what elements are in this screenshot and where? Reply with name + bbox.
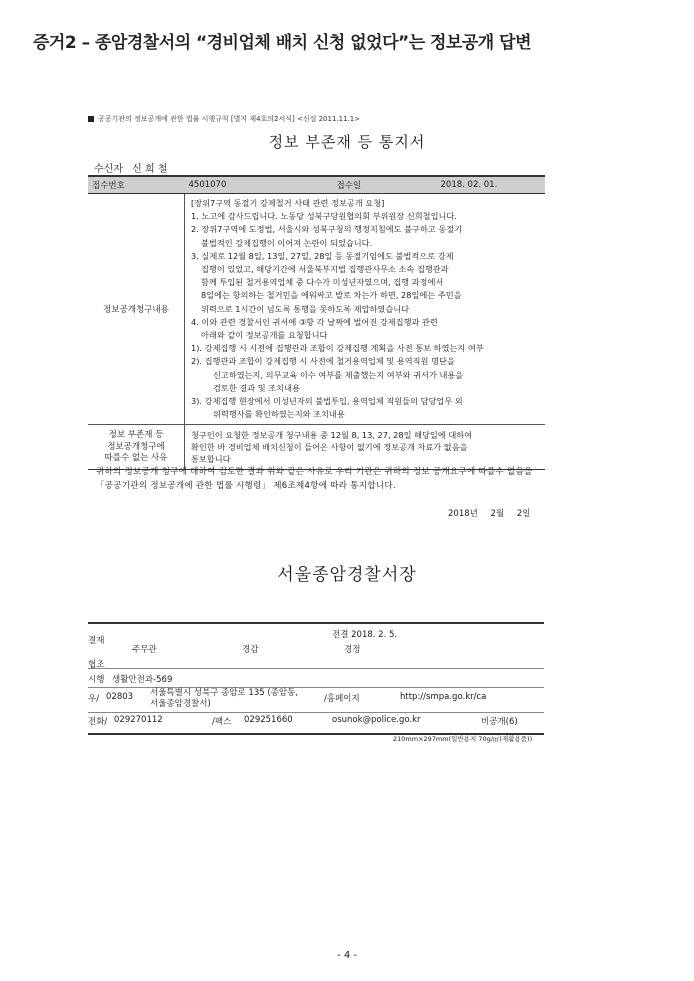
paper-size-note: 210mm×297mm(일반용지 70g/㎡(재활용품)) bbox=[393, 735, 533, 743]
staff-label: 주무관 bbox=[132, 645, 157, 655]
request-line: 함께 투입된 철거용역업체 중 다수가 미성년자였으며, 집행 과정에서 bbox=[201, 277, 444, 288]
final-approval: 전결 2018. 2. 5. bbox=[332, 630, 398, 640]
request-line: 신고하였는지, 의무교육 이수 여부를 제출했는지 여부와 귀서가 내용을 bbox=[213, 369, 464, 380]
request-line: 집행이 있었고, 해당기간에 서울북부지법 집행관사무소 소속 집행관과 bbox=[201, 264, 449, 275]
request-line: 검토한 결과 및 조치내용 bbox=[213, 382, 300, 393]
receipt-number: 4501070 bbox=[185, 176, 333, 194]
enforcement-value: 생활안전과-569 bbox=[112, 675, 173, 685]
request-line: 위력으로 1시간이 넘도록 통행을 못하도록 제압하였습니다 bbox=[201, 303, 410, 314]
request-line: 1). 강제집행 시 시전에 집행관과 조합이 강제집행 계획을 사전 통보 하였는지 여부 bbox=[191, 343, 484, 354]
notice-table bbox=[88, 175, 545, 470]
request-row bbox=[88, 194, 545, 425]
request-line: 2. 장위7구역에 도정법, 서울시와 성북구청의 행정지침에도 불구하고 동절기 bbox=[191, 224, 463, 235]
fax-number: 029251660 bbox=[244, 715, 293, 725]
document-title: 정보 부존재 등 통지서 bbox=[268, 133, 426, 151]
reason-line: 청구인이 요청한 정보공개 청구내용 중 12월 8, 13, 27, 28일 해당일에 대하여 bbox=[191, 430, 473, 441]
reason-label bbox=[88, 425, 185, 470]
request-line: 8일에는 항의하는 철거민을 에워싸고 발로 차는가 하면, 28일에는 주민을 bbox=[201, 290, 462, 301]
superintendent-label: 경감 bbox=[242, 645, 259, 655]
receipt-number-label: 접수번호 bbox=[88, 176, 185, 194]
recipient-label: 수신자 bbox=[94, 164, 123, 175]
zip-code: 02803 bbox=[106, 692, 134, 702]
request-line: [장위7구역 동절기 강제철거 사태 관련 정보공개 요청] bbox=[191, 198, 385, 208]
email-address: osunok@police.go.kr bbox=[332, 715, 421, 725]
phone-label: 전화/ bbox=[88, 717, 108, 727]
fax-label: /팩스 bbox=[212, 717, 232, 727]
request-line: 4. 이와 관련 경찰서인 귀서에 ③항 각 날짜에 벌어진 강제집행과 관련 bbox=[191, 316, 438, 327]
reason-content bbox=[185, 425, 546, 470]
receipt-row bbox=[88, 176, 545, 194]
receipt-date: 2018. 02. 01. bbox=[437, 176, 546, 194]
reason-label-line: 정보공개청구에 bbox=[107, 441, 165, 452]
recipient-line bbox=[94, 160, 168, 175]
address: 서울특별시 성북구 종암로 135 (종암동, 서울종암경찰서) bbox=[150, 688, 299, 709]
issuing-authority: 서울종암경찰서장 bbox=[277, 565, 417, 585]
receipt-date-label: 접수일 bbox=[333, 176, 437, 194]
request-line: 불법적인 강제집행이 이어져 논란이 되었습니다. bbox=[201, 237, 373, 248]
square-bullet-icon bbox=[88, 116, 94, 122]
homepage-label: /홈페이지 bbox=[324, 694, 360, 704]
cooperation-label: 협조 bbox=[88, 660, 105, 670]
request-line: 3). 강제집행 현장에서 미성년자의 불법투입, 용역업체 직원들의 담당업무 외 bbox=[191, 396, 463, 407]
homepage-url: http://smpa.go.kr/ca bbox=[400, 692, 487, 702]
request-label: 정보공개청구내용 bbox=[88, 194, 185, 425]
chief-label: 경정 bbox=[344, 645, 361, 655]
request-content bbox=[185, 194, 546, 425]
reason-line: 확인한 바 경비업체 배치신청이 들어온 사항이 없기에 정보공개 자료가 없음을 bbox=[191, 442, 468, 453]
enforcement-label: 시행 bbox=[88, 675, 105, 685]
reason-label-line: 따를수 없는 사유 bbox=[104, 453, 168, 464]
request-line: 2). 집행관과 조합이 강제집행 시 사전에 철거용역업체 및 용역직원 명단을 bbox=[191, 356, 455, 367]
page-number: - 4 - bbox=[337, 950, 357, 961]
recipient-name: 신 희 철 bbox=[132, 164, 168, 175]
request-line: 3. 실제로 12월 8일, 13일, 27일, 28일 등 동절기임에도 불법적으로 강제 bbox=[191, 250, 454, 261]
form-reference-text: 공공기관의 정보공개에 관한 법률 시행규칙 [별지 제4호의2서식] <신설 2011.11.1> bbox=[98, 115, 361, 123]
request-line: 위력행사를 확인하였는지와 조치내용 bbox=[213, 409, 345, 420]
disclosure-status: 비공개(6) bbox=[481, 717, 518, 727]
notice-body: 귀하의 정보공개 청구에 대하여 검토한 결과 위와 같은 사유로 우리 기관은 귀하의 정보 공개요구에 따를수 없음을 「공공기관의 정보공개에 관한 법률 시행령」 제6조제4항에 따라 통지합니다. bbox=[96, 467, 533, 491]
divider bbox=[88, 712, 544, 713]
request-line: 1. 노고에 감사드립니다. 노동당 성북구당원협의회 부위원장 신희철입니다. bbox=[191, 211, 457, 222]
approval-block bbox=[88, 622, 544, 735]
form-reference bbox=[88, 114, 360, 124]
reason-line: 통보합니다 bbox=[191, 454, 231, 465]
phone-number: 029270112 bbox=[114, 715, 163, 725]
request-line: 아래와 같이 정보공개를 요청합니다 bbox=[201, 330, 328, 341]
notice-date: 2018년 2월 2일 bbox=[448, 509, 531, 519]
reason-label-line: 정보 부존재 등 bbox=[108, 430, 164, 441]
decision-label: 결재 bbox=[88, 636, 105, 646]
zip-label: 우/ bbox=[88, 694, 100, 704]
divider bbox=[88, 668, 544, 669]
reason-row bbox=[88, 425, 545, 470]
page-header-title: 증거2 – 종암경찰서의 “경비업체 배치 신청 없었다”는 정보공개 답변 bbox=[33, 33, 531, 53]
